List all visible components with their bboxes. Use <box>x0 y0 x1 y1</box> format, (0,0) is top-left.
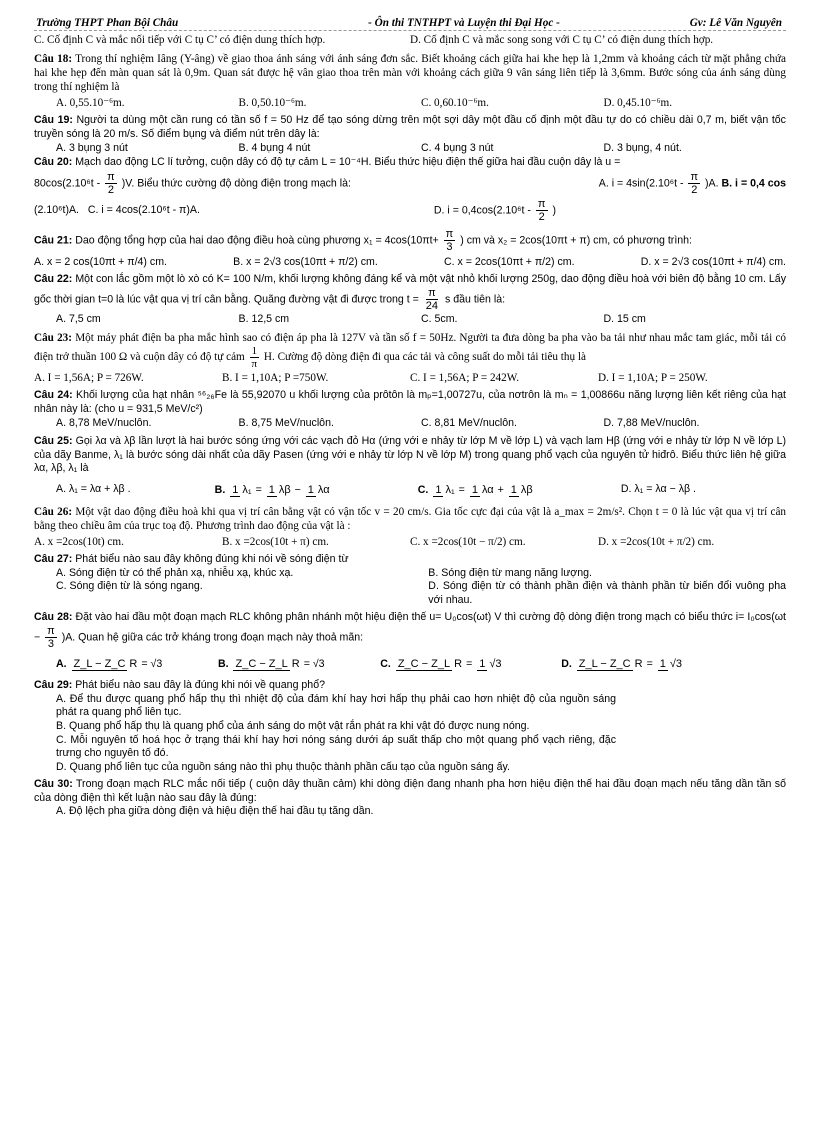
option-a: A. 3 bụng 3 nút <box>56 142 128 155</box>
option-d: D. λ₁ = λα − λβ . <box>620 483 696 496</box>
option-b: B. x =2cos(10t + π) cm. <box>222 535 329 548</box>
option-c: C. x = 2cos(10πt + π/2) cm. <box>443 255 575 268</box>
option-d: D. Z_L − Z_C R = 1 √3 <box>561 657 682 670</box>
option-d: D. I = 1,10A; P = 250W. <box>598 372 708 385</box>
question-text: Người ta dùng một cần rung có tần số f = 50 Hz để tạo sóng dừng trên một sợi dây một đầu cố định một đầu tự do có chiều dài 0,7 m, biết vận tốc truyền sóng là 20 m/s. Số điểm bụng và điểm nút trên dây là: <box>34 113 786 140</box>
question-text: Trong đoạn mạch RLC mắc nối tiếp ( cuộn dây thuần cảm) khi dòng điện đang nhanh pha hơn hiệu điện thế hai đầu đoạn mạch nếu tăng dần tần số của dòng điện thì kết luận nào sau đây là đúng: <box>34 778 786 804</box>
option-d: D. Quang phổ liên tục của nguồn sáng nào thì phụ thuộc thành phần cấu tạo của nguồn sáng ấy. <box>56 760 510 773</box>
question-text-2: H. Cường độ dòng điện đi qua các tải và công suất do mỗi tải tiêu thụ là <box>263 351 586 364</box>
question-text: Dao động tổng hợp của hai dao động điều hoà cùng phương x₁ = 4cos(10πt+ <box>75 233 439 246</box>
fraction-pi-over-2: $\frac{\pi}{2}$ <box>107 171 115 197</box>
question-number: Câu 26: <box>34 506 73 519</box>
question-18 <box>34 52 786 110</box>
option-a: A. i = 4sin(2.10⁶t - <box>598 177 684 190</box>
question-text: Một vật dao động điều hoà khi qua vị trí cân bằng vật có vận tốc v = 20 cm/s. Gia tốc cực đại của vật là a_max = 2m/s². Chọn t = 0 là lúc vật qua vị trí cân bằng theo chiều âm của trục toạ độ. Phương trình dao động của vật là : <box>34 506 786 533</box>
option-b: B. 4 bụng 4 nút <box>238 142 311 155</box>
option-c: C. Mỗi nguyên tố hoá học ở trạng thái khí hay hơi nóng sáng dưới áp suất thấp cho một quang phổ vạch riêng, đặc trưng cho nguyên tố đó. <box>56 733 616 760</box>
option-a: A. I = 1,56A; P = 726W. <box>34 372 144 385</box>
option-d: D. 7,88 MeV/nuclôn. <box>603 417 700 430</box>
question-text: Trong thí nghiệm Iâng (Y-âng) về giao thoa ánh sáng với ánh sáng đơn sắc. Biết khoảng cách giữa hai khe hẹp là 1,2mm và khoảng cách từ mặt phẳng chứa hai khe hẹp đến màn quan sát là 0,9m. Quan sát được hệ vân giao thoa trên màn với khoảng cách giữa 9 vân sáng liên tiếp là 3,6mm. Bước sóng của ánh sáng dùng trong thí nghiệm là <box>34 52 786 94</box>
teacher-name: Gv: Lê Văn Nguyên <box>689 17 782 29</box>
question-text: Phát biểu nào sau đây là đúng khi nói về quang phổ? <box>75 679 325 692</box>
question-number: Câu 19: <box>34 113 73 126</box>
question-number: Câu 18: <box>34 52 73 65</box>
q17-tail <box>34 33 786 47</box>
page-header <box>34 16 786 31</box>
option-a: A. 8,78 MeV/nuclôn. <box>56 417 152 430</box>
question-21 <box>34 228 786 270</box>
fraction-pi-over-2: $\frac{\pi}{2}$ <box>537 198 546 224</box>
question-text-2: ) cm và x₂ = 2cos(10πt + π) cm, có phương trình: <box>460 233 692 246</box>
question-text: Mạch dao động LC lí tưởng, cuộn dây có độ tự cảm L = 10⁻⁴H. Biểu thức hiệu điện thế giữa hai đầu cuộn dây là u = <box>75 155 621 168</box>
option-d: D. i = 0,4cos(2.10⁶t - <box>433 204 531 217</box>
option-a: A. x = 2 cos(10πt + π/4) cm. <box>34 255 167 268</box>
question-text: Khối lượng của hạt nhân ⁵⁶₂₆Fe là 55,92070 u khối lượng của prôtôn là mₚ=1,00727u, của nơtrôn là mₙ = 1,00866u năng lượng liên kết riêng của hạt nhân này là: (cho u = 931,5 MeV/c²) <box>34 389 786 415</box>
exam-page <box>34 16 786 819</box>
question-26 <box>34 505 786 549</box>
question-number: Câu 29: <box>34 679 73 692</box>
option-d: D. 3 bụng, 4 nút. <box>603 142 682 155</box>
option-c: C. i = 4cos(2.10⁶t - π)A. <box>87 204 200 217</box>
question-30 <box>34 778 786 819</box>
q17-option-d: D. Cố định C và mắc song song với C tụ C’ có điện dung thích hợp. <box>410 34 714 47</box>
question-number: Câu 23: <box>34 331 73 344</box>
option-d: D. x = 2√3 cos(10πt + π/4) cm. <box>640 255 786 268</box>
option-b: B. 8,75 MeV/nuclôn. <box>238 417 334 430</box>
question-27 <box>34 553 786 607</box>
question-number: Câu 30: <box>34 778 73 791</box>
question-number: Câu 21: <box>34 233 73 246</box>
option-a: A. Để thu được quang phổ hấp thụ thì nhiệt độ của đám khí hay hơi hấp thụ phải cao hơn nhiệt độ của nguồn sáng phát ra quang phổ liên tục. <box>56 692 616 719</box>
exam-title: - Ôn thi TNTHPT và Luyện thi Đại Học - <box>368 17 560 29</box>
option-a: A. x =2cos(10t) cm. <box>34 535 124 548</box>
option-d: D. x =2cos(10t + π/2) cm. <box>598 535 715 548</box>
question-text: Một con lắc gồm một lò xò có K= 100 N/m, khối lượng không đáng kể và một vật nhỏ khối lượng 250g, dao động điều hoà với biên độ bằng 10 cm. Lấy gốc thời gian t=0 là lúc vật qua vị trí cân bằng. Quãng đường vật đi được trong t = <box>34 273 786 306</box>
option-b: B. Quang phổ hấp thụ là quang phổ của ánh sáng do một vật rắn phát ra khi vật đó được nung nóng. <box>56 720 530 732</box>
option-a: A. Z_L − Z_C R = √3 <box>56 657 163 670</box>
option-b: B. 1 λ₁ = 1 λβ − 1 λα <box>214 483 330 496</box>
option-b-tail: (2.10⁶t)A. <box>34 204 79 217</box>
question-number: Câu 27: <box>34 553 73 566</box>
option-c: C. 0,60.10⁻⁶m. <box>421 96 489 109</box>
option-c: C. 1 λ₁ = 1 λα + 1 λβ <box>417 483 533 496</box>
option-a: A. λ₁ = λα + λβ . <box>56 483 131 496</box>
option-c: C. 4 bụng 3 nút <box>421 142 494 155</box>
q17-option-c: C. Cố định C và mắc nối tiếp với C tụ C’ có điện dung thích hợp. <box>34 34 326 47</box>
question-text-2: s đầu tiên là: <box>445 293 506 306</box>
fraction-pi-over-2: $\frac{\pi}{2}$ <box>690 171 699 197</box>
option-a: A. Độ lệch pha giữa dòng điện và hiệu điện thế hai đầu tụ tăng dần. <box>56 805 374 818</box>
question-text: Phát biểu nào sau đây không đúng khi nói về sóng điện từ <box>75 553 349 566</box>
fraction-pi-over-3: $\frac{\pi}{3}$ <box>47 624 55 650</box>
question-number: Câu 24: <box>34 389 73 402</box>
school-name: Trường THPT Phan Bội Châu <box>36 17 179 29</box>
question-25 <box>34 435 786 501</box>
question-text: Đặt vào hai đầu một đoạn mạch RLC không phân nhánh một hiệu điện thế u= U₀cos(ωt) V thì cường độ dòng điện trong mạch có biểu thức i= I₀cos( <box>75 611 775 624</box>
option-b: B. Z_C − Z_L R = √3 <box>217 657 325 670</box>
option-b: B. 12,5 cm <box>238 313 290 325</box>
question-19 <box>34 114 786 156</box>
option-b: B. I = 1,10A; P =750W. <box>222 372 329 385</box>
question-text-2: )V. Biểu thức cường độ dòng điện trong mạch là: <box>121 177 351 190</box>
question-number: Câu 28: <box>34 611 73 624</box>
fraction-pi-over-3: $\frac{\pi}{3}$ <box>445 227 454 253</box>
option-a: A. 7,5 cm <box>56 313 101 325</box>
option-d: D. 0,45.10⁻⁶m. <box>603 96 673 109</box>
option-d: D. Sóng điện từ có thành phần điện và thành phần từ biến đổi vuông pha với nhau. <box>428 580 786 606</box>
fraction-pi-over-24: $\frac{\pi}{24}$ <box>425 286 439 312</box>
option-b: B. i = 0,4 cos <box>721 177 786 190</box>
option-c: C. Sóng điện từ là sóng ngang. <box>56 580 203 593</box>
option-b: B. x = 2√3 cos(10πt + π/2) cm. <box>233 255 378 268</box>
question-29 <box>34 679 786 774</box>
question-number: Câu 20: <box>34 155 73 168</box>
question-23 <box>34 331 786 386</box>
option-a-tail: )A. <box>705 177 719 190</box>
option-c: C. 5cm. <box>421 313 458 325</box>
question-number: Câu 22: <box>34 273 73 286</box>
question-24 <box>34 389 786 431</box>
option-a: A. Sóng điện từ có thể phản xạ, nhiễu xạ, khúc xạ. <box>56 566 294 579</box>
fraction-1-over-pi: $\frac{1}{\pi}$ <box>251 344 258 370</box>
question-28 <box>34 611 786 675</box>
option-b: B. 0,50.10⁻⁶m. <box>238 96 307 109</box>
option-b: B. Sóng điện từ mang năng lượng. <box>428 566 592 579</box>
option-a: A. 0,55.10⁻⁶m. <box>56 96 125 109</box>
option-d: D. 15 cm <box>603 313 646 325</box>
question-text-2: )A. Quan hệ giữa các trở kháng trong đoạn mạch này thoả mãn: <box>61 631 364 644</box>
option-c: C. Z_C − Z_L R = 1 √3 <box>380 657 502 670</box>
question-22 <box>34 273 786 326</box>
option-d-tail: ) <box>552 204 556 217</box>
option-c: C. 8,81 MeV/nuclôn. <box>421 417 517 430</box>
question-20 <box>34 156 786 224</box>
voltage-expression: 80cos(2.10⁶t - <box>34 177 101 190</box>
option-c: C. x =2cos(10t − π/2) cm. <box>410 535 526 548</box>
question-text: Một máy phát điện ba pha mắc hình sao có điện áp pha là 127V và tần số f = 50Hz. Người ta đưa dòng ba pha vào ba tải như nhau mắc tam giác, mỗi tải có điện trở thuần 100 Ω và cuộn dây có độ tự cảm <box>34 331 787 364</box>
question-text: Gọi λα và λβ lần lượt là hai bước sóng ứng với các vạch đỏ Hα (ứng với e nhảy từ lớp M về lớp L) và vạch lam Hβ (ứng với e nhảy từ lớp N về lớp L) của dãy Banme, λ₁ là bước sóng dài nhất của dãy Pasen (ứng với e nhảy từ lớp N về lớp M) trong quang phổ vạch của nguyên tử hiđrô. Biểu thức liên hệ giữa λα, λβ, λ₁ là <box>34 435 786 475</box>
option-c: C. I = 1,56A; P = 242W. <box>410 372 520 385</box>
question-number: Câu 25: <box>34 435 73 448</box>
omega-t: ωt − <box>34 611 786 644</box>
